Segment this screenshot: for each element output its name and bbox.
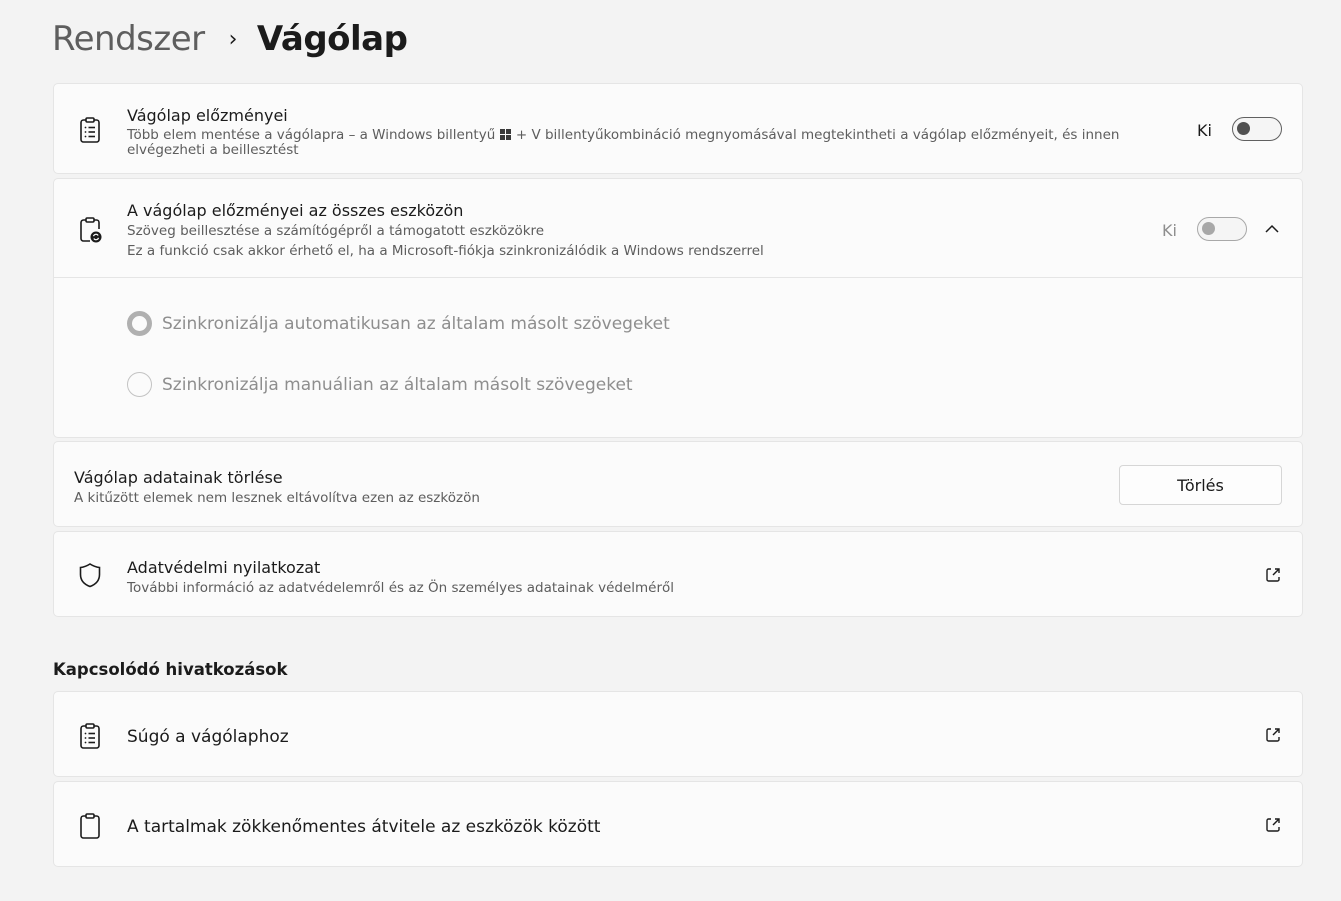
toggle-knob [1202, 222, 1215, 235]
page-title: Vágólap [256, 19, 408, 59]
clear-data-title: Vágólap adatainak törlése [74, 468, 283, 487]
sync-devices-card [53, 178, 1303, 438]
sync-auto-label: Szinkronizálja automatikusan az általam másolt szövegeket [162, 313, 670, 334]
clipboard-history-card [53, 83, 1303, 174]
clipboard-history-desc-line2: elvégezheti a beillesztést [127, 142, 299, 158]
breadcrumb-parent[interactable]: Rendszer [52, 19, 205, 59]
breadcrumb-separator-icon: › [228, 26, 237, 52]
related-link-label: A tartalmak zökkenőmentes átvitele az eszközök között [127, 817, 601, 837]
clipboard-list-icon [76, 116, 104, 144]
clipboard-history-desc-part1: Több elem mentése a vágólapra – a Windows billentyű [127, 127, 500, 143]
sync-options-panel [54, 277, 1302, 437]
related-link-clipboard-help[interactable] [53, 691, 1303, 777]
chevron-up-icon[interactable] [1262, 219, 1282, 239]
sync-devices-desc-line1: Szöveg beillesztése a számítógépről a támogatott eszközökre [127, 223, 545, 239]
sync-manual-label: Szinkronizálja manuálian az általam másolt szövegeket [162, 374, 633, 395]
external-link-icon [1264, 816, 1282, 834]
clear-data-description: A kitűzött elemek nem lesznek eltávolítva ezen az eszközön [74, 490, 480, 506]
clipboard-sync-icon [76, 216, 104, 244]
sync-devices-title: A vágólap előzményei az összes eszközön [127, 201, 464, 220]
sync-manual-radio[interactable] [127, 372, 152, 397]
sync-devices-desc-line2: Ez a funkció csak akkor érhető el, ha a Microsoft-fiókja szinkronizálódik a Windows rendszerrel [127, 243, 764, 259]
breadcrumb [52, 16, 407, 62]
clipboard-history-toggle-label: Ki [1197, 121, 1212, 140]
privacy-statement-card[interactable] [53, 531, 1303, 617]
clipboard-history-description [127, 128, 1137, 158]
clear-data-card [53, 441, 1303, 527]
shield-icon [76, 561, 104, 589]
sync-devices-toggle[interactable] [1197, 217, 1247, 241]
clipboard-history-title: Vágólap előzményei [127, 106, 288, 125]
privacy-statement-title: Adatvédelmi nyilatkozat [127, 558, 321, 577]
clipboard-list-icon [76, 722, 104, 750]
external-link-icon [1264, 726, 1282, 744]
clear-data-button[interactable]: Törlés [1119, 465, 1282, 505]
toggle-knob [1237, 122, 1250, 135]
clipboard-icon [76, 812, 104, 840]
sync-devices-toggle-label: Ki [1162, 221, 1177, 240]
related-links-heading: Kapcsolódó hivatkozások [53, 660, 288, 679]
sync-manual-option[interactable] [127, 372, 633, 397]
privacy-statement-description: További információ az adatvédelemről és az Ön személyes adatainak védelméről [127, 580, 675, 596]
sync-auto-radio[interactable] [127, 311, 152, 336]
clipboard-history-desc-part2: + V billentyűkombináció megnyomásával megtekintheti a vágólap előzményeit, és innen [511, 127, 1120, 143]
related-link-label: Súgó a vágólaphoz [127, 727, 289, 747]
windows-key-icon [500, 129, 512, 140]
related-link-seamless-transfer[interactable] [53, 781, 1303, 867]
external-link-icon [1264, 566, 1282, 584]
sync-auto-option[interactable] [127, 311, 670, 336]
clipboard-history-toggle[interactable] [1232, 117, 1282, 141]
